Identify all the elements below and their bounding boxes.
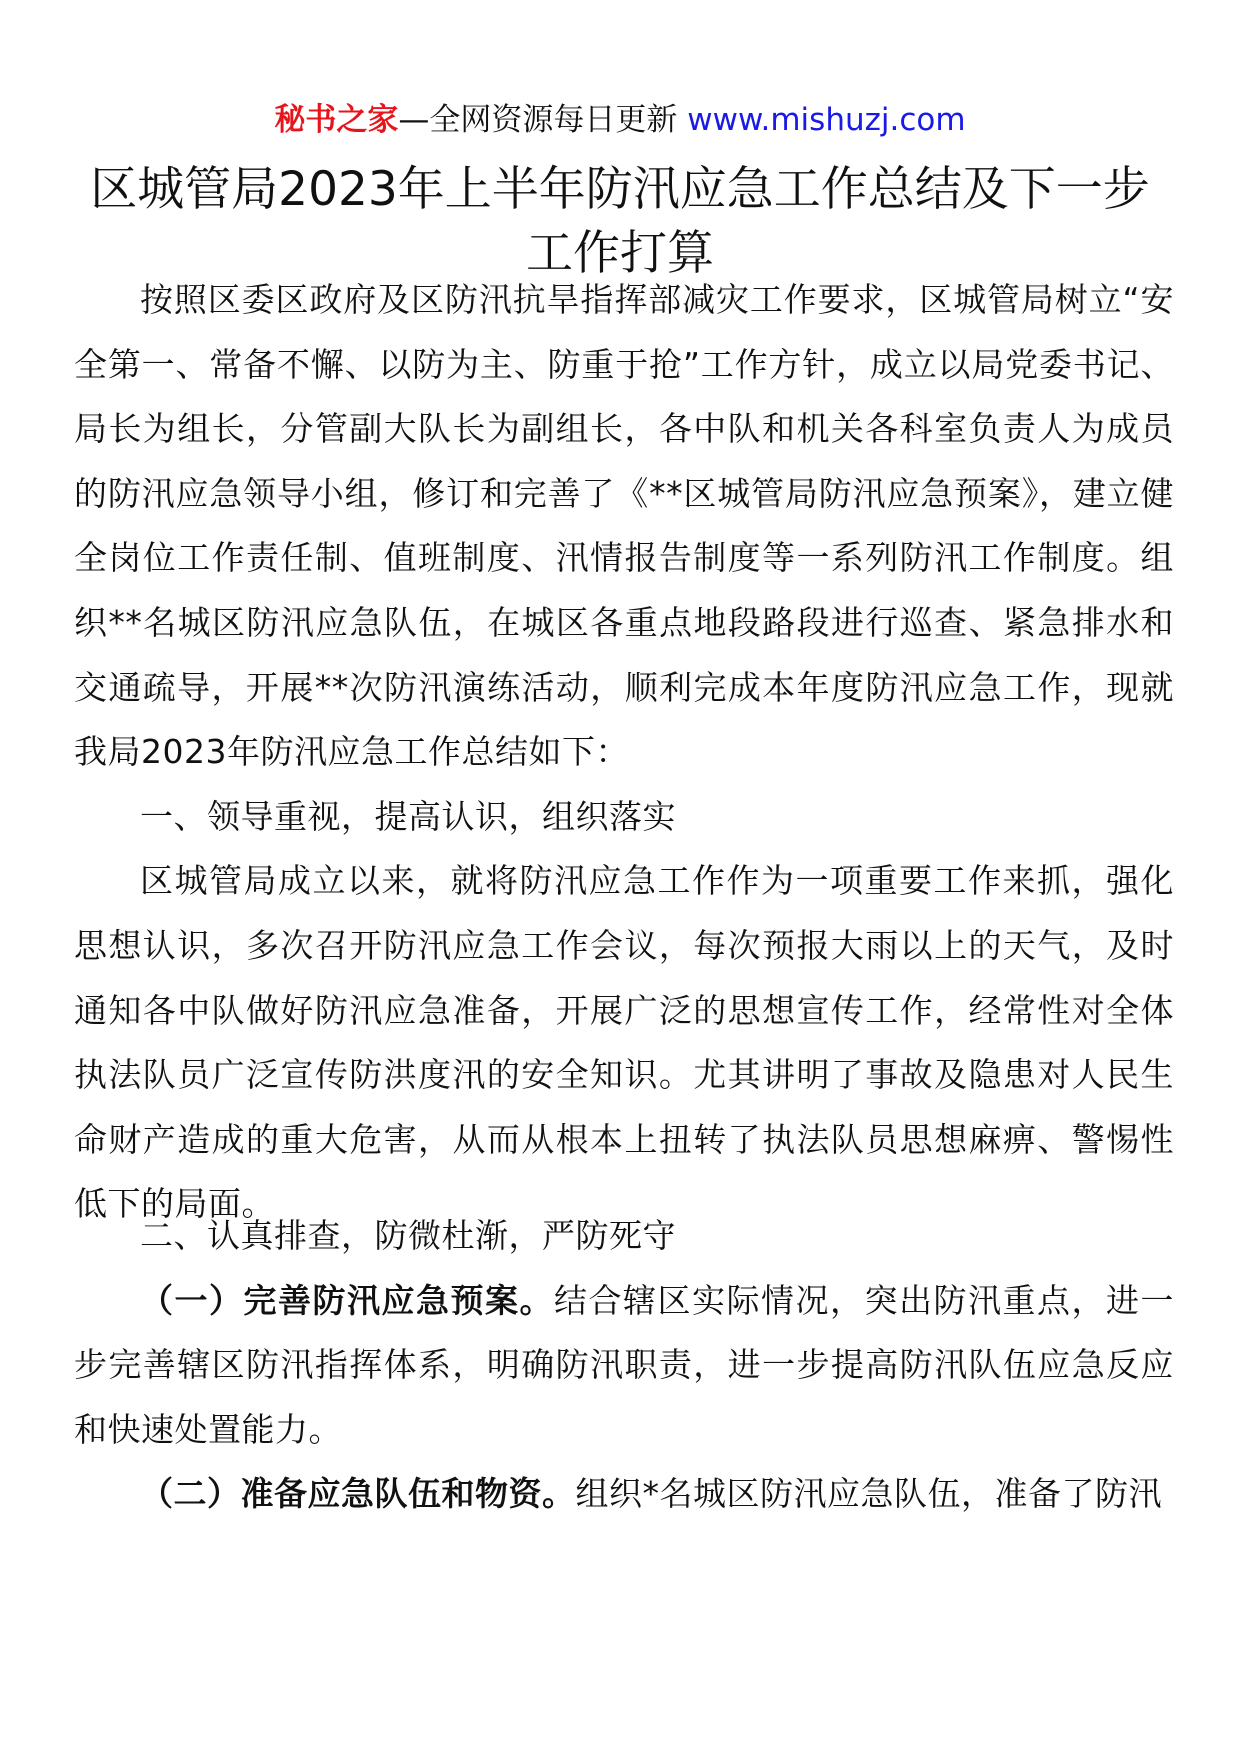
document-title: 区城管局2023年上半年防汛应急工作总结及下一步工作打算 [90, 162, 1150, 281]
subsection-1-body: 结合辖区实际情况，突出防汛重点，进一步完善辖区防汛指挥体系，明确防汛职责，进一步提高防汛队伍应急反应和快速处置能力。 [74, 1280, 1174, 1449]
subsection-2-body: 组织*名城区防汛应急队伍，准备了防汛 [575, 1474, 1162, 1514]
intro-paragraph: 按照区委区政府及区防汛抗旱指挥部减灾工作要求，区城管局树立“安全第一、常备不懈、以防为主、防重于抢”工作方针，成立以局党委书记、局长为组长，分管副大队长为副组长，各中队和机关各科室负责人为成员的防汛应急领导小组，修订和完善了《**区城管局防汛应急预案》，建立健全岗位工作责任制、值班制度、汛情报告制度等一系列防汛工作制度。组织**名城区防汛应急队伍，在城区各重点地段路段进行巡查、紧急排水和交通疏导，开展**次防汛演练活动，顺利完成本年度防汛应急工作，现就我局2023年防汛应急工作总结如下： [74, 280, 1174, 772]
subsection-2-paragraph [74, 1462, 1174, 1527]
site-tagline: —全网资源每日更新 [398, 102, 678, 138]
section-heading-2: 二、认真排查，防微杜渐，严防死守 [140, 1216, 676, 1255]
subsection-1-paragraph [74, 1269, 1174, 1463]
document-body [74, 268, 1174, 1237]
subsection-1-lead: （一）完善防汛应急预案。 [140, 1280, 554, 1320]
document-body-continued [74, 1204, 1174, 1527]
site-header [0, 100, 1240, 140]
section-1-paragraph: 区城管局成立以来，就将防汛应急工作作为一项重要工作来抓，强化思想认识，多次召开防汛应急工作会议，每次预报大雨以上的天气，及时通知各中队做好防汛应急准备，开展广泛的思想宣传工作，经常性对全体执法队员广泛宣传防洪度汛的安全知识。尤其讲明了事故及隐患对人民生命财产造成的重大危害，从而从根本上扭转了执法队员思想麻痹、警惕性低下的局面。 [74, 861, 1174, 1224]
site-url-link[interactable]: www.mishuzj.com [687, 102, 966, 138]
subsection-2-lead: （二）准备应急队伍和物资。 [140, 1474, 576, 1514]
site-brand: 秘书之家 [274, 102, 399, 138]
section-heading-1: 一、领导重视，提高认识，组织落实 [140, 796, 676, 836]
